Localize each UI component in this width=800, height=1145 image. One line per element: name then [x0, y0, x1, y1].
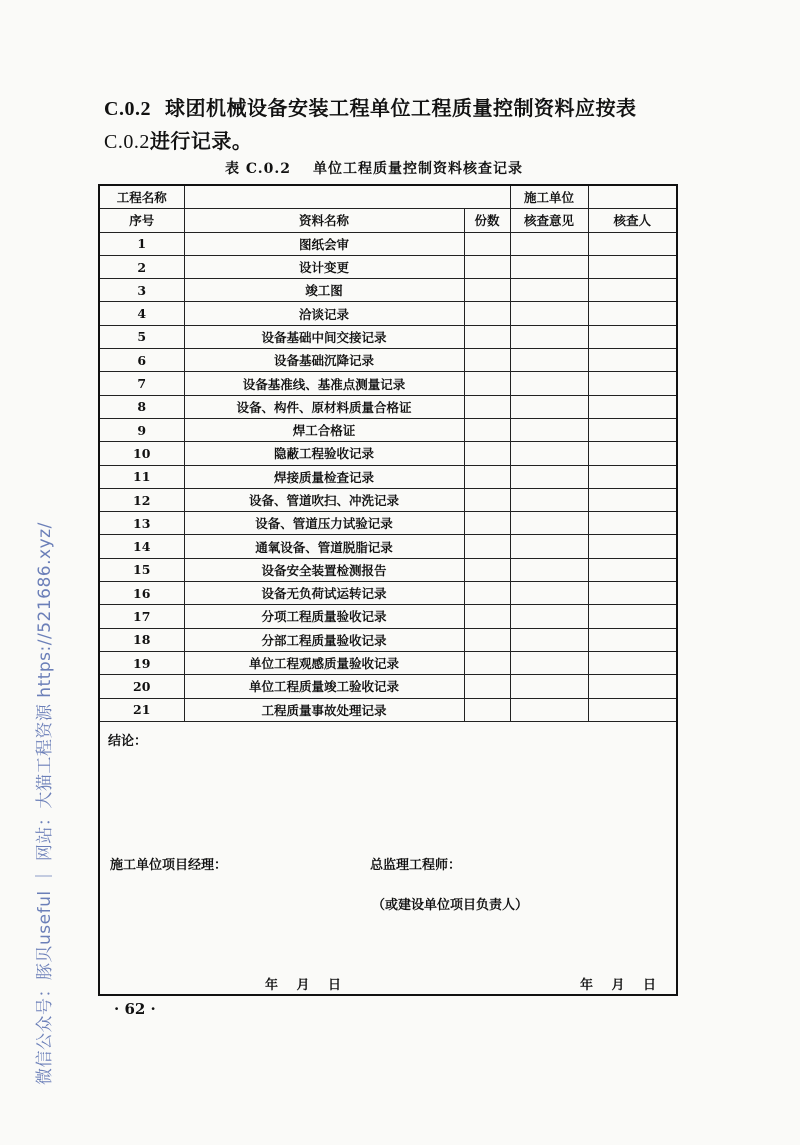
row-number: 14 [100, 535, 184, 558]
document-name: 焊接质量检查记录 [184, 465, 464, 488]
project-manager-label: 施工单位项目经理： [110, 858, 228, 873]
copies-cell[interactable] [464, 558, 510, 581]
checker-cell[interactable] [588, 442, 676, 465]
opinion-cell[interactable] [510, 675, 588, 698]
checker-cell[interactable] [588, 488, 676, 511]
row-number: 12 [100, 488, 184, 511]
contractor-label: 施工单位 [510, 186, 588, 209]
document-name: 设备基础中间交接记录 [184, 325, 464, 348]
opinion-cell[interactable] [510, 372, 588, 395]
row-number: 15 [100, 558, 184, 581]
document-name: 工程质量事故处理记录 [184, 698, 464, 721]
copies-cell[interactable] [464, 395, 510, 418]
checker-cell[interactable] [588, 651, 676, 674]
copies-cell[interactable] [464, 302, 510, 325]
document-name: 设备基础沉降记录 [184, 349, 464, 372]
row-number: 6 [100, 349, 184, 372]
record-form [98, 184, 678, 996]
checker-cell[interactable] [588, 605, 676, 628]
opinion-cell[interactable] [510, 651, 588, 674]
table-row [100, 558, 676, 581]
record-table [100, 186, 676, 722]
document-name: 设备安全装置检测报告 [184, 558, 464, 581]
row-number: 5 [100, 325, 184, 348]
copies-cell[interactable] [464, 372, 510, 395]
row-number: 21 [100, 698, 184, 721]
owner-label: （或建设单位项目负责人） [372, 898, 529, 913]
opinion-cell[interactable] [510, 232, 588, 255]
header-no: 序号 [100, 209, 184, 232]
copies-cell[interactable] [464, 582, 510, 605]
opinion-cell[interactable] [510, 582, 588, 605]
row-number: 9 [100, 418, 184, 441]
copies-cell[interactable] [464, 675, 510, 698]
date-left: 年 月 日 [265, 978, 342, 993]
copies-cell[interactable] [464, 512, 510, 535]
table-row [100, 512, 676, 535]
copies-cell[interactable] [464, 255, 510, 278]
checker-cell[interactable] [588, 675, 676, 698]
opinion-cell[interactable] [510, 279, 588, 302]
row-number: 10 [100, 442, 184, 465]
table-row [100, 465, 676, 488]
copies-cell[interactable] [464, 232, 510, 255]
header-checker: 核查人 [588, 209, 676, 232]
opinion-cell[interactable] [510, 628, 588, 651]
project-name-label: 工程名称 [100, 186, 184, 209]
checker-cell[interactable] [588, 512, 676, 535]
opinion-cell[interactable] [510, 302, 588, 325]
table-row [100, 675, 676, 698]
project-name-value[interactable] [184, 186, 510, 209]
table-row [100, 395, 676, 418]
opinion-cell[interactable] [510, 325, 588, 348]
row-number: 8 [100, 395, 184, 418]
table-caption [225, 158, 523, 178]
table-row [100, 372, 676, 395]
document-name: 图纸会审 [184, 232, 464, 255]
document-name: 设备、管道压力试验记录 [184, 512, 464, 535]
document-name: 单位工程观感质量验收记录 [184, 651, 464, 674]
document-name: 竣工图 [184, 279, 464, 302]
opinion-cell[interactable] [510, 512, 588, 535]
header-opinion: 核查意见 [510, 209, 588, 232]
document-name: 分部工程质量验收记录 [184, 628, 464, 651]
opinion-cell[interactable] [510, 442, 588, 465]
header-copies: 份数 [464, 209, 510, 232]
watermark: 微信公众号：豚贝useful ｜ 网站：大猫工程资源 https://521686.xyz/ [35, 522, 55, 1085]
opinion-cell[interactable] [510, 558, 588, 581]
table-row [100, 698, 676, 721]
document-name: 设备无负荷试运转记录 [184, 582, 464, 605]
opinion-cell[interactable] [510, 349, 588, 372]
copies-cell[interactable] [464, 535, 510, 558]
contractor-value[interactable] [588, 186, 676, 209]
document-name: 分项工程质量验收记录 [184, 605, 464, 628]
table-row [100, 255, 676, 278]
checker-cell[interactable] [588, 582, 676, 605]
checker-cell[interactable] [588, 698, 676, 721]
document-name: 隐蔽工程验收记录 [184, 442, 464, 465]
document-name: 通氧设备、管道脱脂记录 [184, 535, 464, 558]
copies-cell[interactable] [464, 442, 510, 465]
table-row [100, 418, 676, 441]
opinion-cell[interactable] [510, 418, 588, 441]
copies-cell[interactable] [464, 325, 510, 348]
checker-cell[interactable] [588, 279, 676, 302]
copies-cell[interactable] [464, 698, 510, 721]
copies-cell[interactable] [464, 628, 510, 651]
opinion-cell[interactable] [510, 255, 588, 278]
opinion-cell[interactable] [510, 535, 588, 558]
document-name: 设备、管道吹扫、冲洗记录 [184, 488, 464, 511]
row-number: 13 [100, 512, 184, 535]
checker-cell[interactable] [588, 535, 676, 558]
checker-cell[interactable] [588, 628, 676, 651]
document-name: 设备基准线、基准点测量记录 [184, 372, 464, 395]
table-number: 表 C.0.2 [225, 161, 292, 177]
row-number: 17 [100, 605, 184, 628]
checker-cell[interactable] [588, 372, 676, 395]
checker-cell[interactable] [588, 255, 676, 278]
checker-cell[interactable] [588, 325, 676, 348]
chief-supervisor-label: 总监理工程师： [370, 858, 462, 873]
document-name: 洽谈记录 [184, 302, 464, 325]
checker-cell[interactable] [588, 302, 676, 325]
checker-cell[interactable] [588, 465, 676, 488]
copies-cell[interactable] [464, 349, 510, 372]
table-ref: C.0.2 [104, 131, 150, 153]
row-number: 16 [100, 582, 184, 605]
row-number: 18 [100, 628, 184, 651]
opinion-cell[interactable] [510, 465, 588, 488]
table-title: 单位工程质量控制资料核查记录 [313, 161, 524, 177]
table-row [100, 232, 676, 255]
row-number: 19 [100, 651, 184, 674]
page-number: · 62 · [114, 1000, 156, 1018]
table-row [100, 442, 676, 465]
checker-cell[interactable] [588, 558, 676, 581]
copies-cell[interactable] [464, 651, 510, 674]
section-text: 球团机械设备安装工程单位工程质量控制资料应按表 [164, 96, 637, 120]
copies-cell[interactable] [464, 465, 510, 488]
table-row [100, 325, 676, 348]
opinion-cell[interactable] [510, 698, 588, 721]
copies-cell[interactable] [464, 418, 510, 441]
copies-cell[interactable] [464, 279, 510, 302]
copies-cell[interactable] [464, 488, 510, 511]
document-name: 设计变更 [184, 255, 464, 278]
row-number: 4 [100, 302, 184, 325]
row-number: 20 [100, 675, 184, 698]
document-name: 单位工程质量竣工验收记录 [184, 675, 464, 698]
header-name: 资料名称 [184, 209, 464, 232]
table-row [100, 302, 676, 325]
project-info-row [100, 186, 676, 209]
table-row [100, 628, 676, 651]
date-right: 年 月 日 [580, 978, 657, 993]
section-heading [104, 92, 704, 158]
section-number: C.0.2 [104, 98, 151, 120]
checker-cell[interactable] [588, 418, 676, 441]
document-name: 设备、构件、原材料质量合格证 [184, 395, 464, 418]
opinion-cell[interactable] [510, 488, 588, 511]
checker-cell[interactable] [588, 349, 676, 372]
row-number: 11 [100, 465, 184, 488]
opinion-cell[interactable] [510, 395, 588, 418]
header-row [100, 209, 676, 232]
section-text-cont: 进行记录。 [149, 129, 253, 153]
conclusion-label: 结论： [108, 734, 148, 749]
row-number: 7 [100, 372, 184, 395]
row-number: 1 [100, 232, 184, 255]
copies-cell[interactable] [464, 605, 510, 628]
document-name: 焊工合格证 [184, 418, 464, 441]
table-row [100, 279, 676, 302]
table-row [100, 349, 676, 372]
table-row [100, 651, 676, 674]
table-row [100, 488, 676, 511]
table-row [100, 535, 676, 558]
row-number: 3 [100, 279, 184, 302]
table-row [100, 582, 676, 605]
table-row [100, 605, 676, 628]
row-number: 2 [100, 255, 184, 278]
checker-cell[interactable] [588, 232, 676, 255]
conclusion-section [100, 722, 676, 994]
opinion-cell[interactable] [510, 605, 588, 628]
checker-cell[interactable] [588, 395, 676, 418]
